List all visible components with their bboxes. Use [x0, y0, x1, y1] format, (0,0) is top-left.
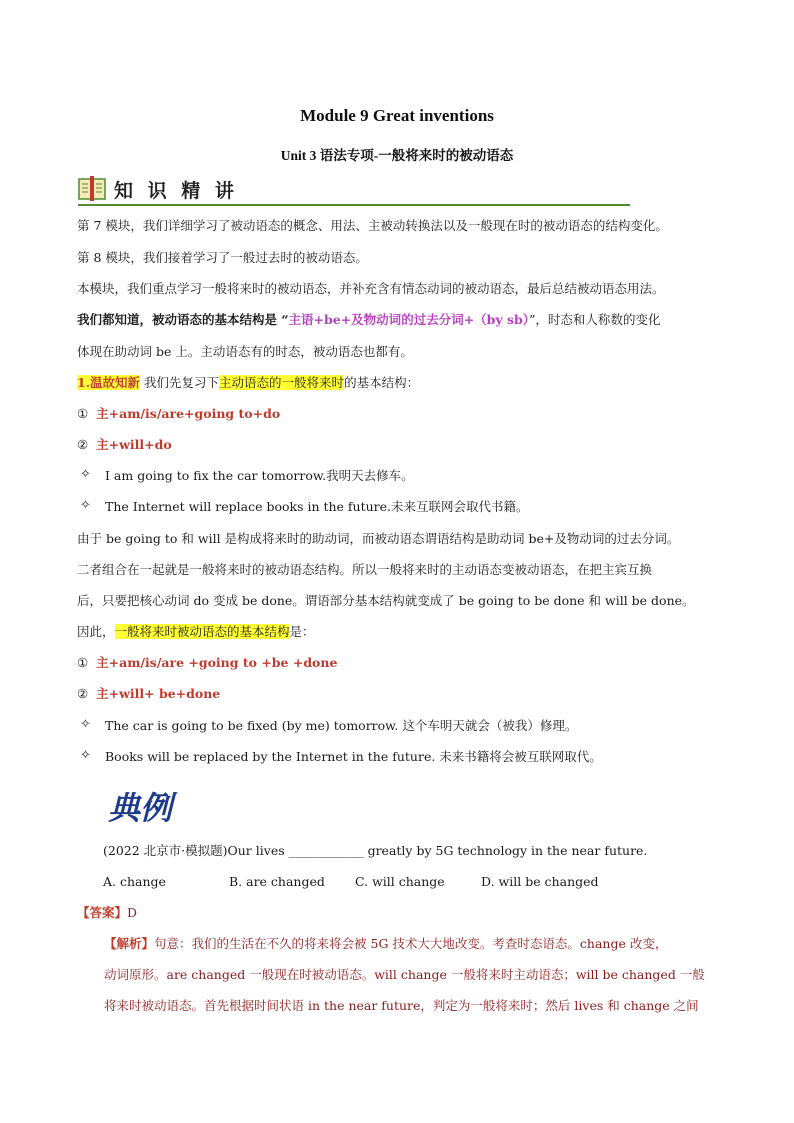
intro-paragraph-4: [77, 312, 722, 328]
analysis-text: 句意：我们的生活在不久的将来将会被 5G 技术大大地改变。考查时态语态。change 改变，: [154, 936, 668, 951]
option-b: B. are changed: [229, 874, 325, 889]
intro-paragraph-3: 本模块，我们重点学习一般将来时的被动语态，并补充含有情态动词的被动语态，最后总结被动语态用法。: [77, 281, 665, 296]
intro-paragraph-2: 第 8 模块，我们接着学习了一般过去时的被动语态。: [77, 250, 368, 265]
page-subtitle: Unit 3 语法专项-一般将来时的被动语态: [280, 148, 514, 163]
section-header: [78, 174, 630, 208]
passive-structure-formula: 主语+be+及物动词的过去分词+（by sb）: [288, 312, 530, 327]
intro-paragraph-1: 第 7 模块，我们详细学习了被动语态的概念、用法、主被动转换法以及一般现在时的被动语态的结构变化。: [77, 218, 668, 233]
circled-number-1: ①: [77, 406, 89, 421]
open-book-icon: [78, 176, 106, 202]
diamond-bullet-icon: ✧: [80, 498, 91, 513]
structure-formula: 主+am/is/are+going to+do: [96, 406, 281, 421]
answer-label: 【答案】: [77, 905, 128, 920]
structure-formula: 主+will+ be+done: [96, 686, 221, 701]
option-d: D. will be changed: [481, 874, 599, 889]
section-label: 知 识 精 讲: [114, 180, 238, 202]
passive-structure-2: [77, 686, 722, 702]
diamond-bullet-icon: ✧: [80, 748, 91, 763]
answer-line: [77, 905, 722, 921]
review-heading: [77, 375, 722, 391]
structure-formula: 主+am/is/are +going to +be +done: [96, 655, 338, 670]
active-structure-1: [77, 406, 722, 422]
analysis-line-1: [104, 936, 749, 952]
explain-highlight: 一般将来时被动语态的基本结构: [114, 624, 290, 639]
passive-structure-1: [77, 655, 722, 671]
active-structure-2: [77, 437, 722, 453]
option-c: C. will change: [355, 874, 445, 889]
circled-number-2: ②: [77, 686, 89, 701]
review-text-tail: 的基本结构：: [344, 375, 420, 390]
circled-number-1: ①: [77, 655, 89, 670]
review-number: 1.温故知新: [77, 375, 141, 390]
active-example-1: I am going to fix the car tomorrow.我明天去修车。: [105, 468, 414, 483]
analysis-line-2: 动词原形。are changed 一般现在时被动语态。will change 一般将来时主动语态；will be changed 一般: [104, 967, 705, 982]
explain-line-2: 二者组合在一起就是一般将来时的被动语态结构。所以一般将来时的主动语态变被动语态，在把主宾互换: [77, 562, 653, 577]
analysis-label: 【解析】: [104, 936, 155, 951]
diamond-bullet-icon: ✧: [80, 717, 91, 732]
page-title: Module 9 Great inventions: [300, 106, 494, 125]
answer-value: D: [127, 905, 138, 920]
example-logo: [106, 785, 186, 829]
option-a: A. change: [103, 874, 166, 889]
explain-text-tail: 是：: [289, 624, 315, 639]
explain-text: 因此，: [77, 624, 115, 639]
circled-number-2: ②: [77, 437, 89, 452]
explain-line-4: [77, 624, 722, 640]
passive-example-1: The car is going to be fixed (by me) tomorrow. 这个车明天就会（被我）修理。: [105, 718, 578, 733]
review-text: 我们先复习下: [140, 375, 220, 390]
example-question: (2022 北京市·模拟题)Our lives ____________ greatly by 5G technology in the near future.: [103, 843, 648, 858]
example-logo-text: 典例: [108, 789, 173, 827]
intro-paragraph-5: 体现在助动词 be 上。主动语态有的时态，被动语态也都有。: [77, 344, 413, 359]
explain-line-3: 后，只要把核心动词 do 变成 be done。谓语部分基本结构就变成了 be going to be done 和 will be done。: [77, 593, 695, 608]
diamond-bullet-icon: ✧: [80, 467, 91, 482]
review-highlight: 主动语态的一般将来时: [219, 375, 345, 390]
explain-line-1: 由于 be going to 和 will 是构成将来时的助动词，而被动语态谓语结构是助动词 be+及物动词的过去分词。: [77, 531, 680, 546]
section-divider: [78, 204, 630, 206]
intro-text-tail: ”，时态和人称数的变化: [529, 312, 661, 327]
active-example-2: The Internet will replace books in the future.未来互联网会取代书籍。: [105, 499, 529, 514]
intro-text: 我们都知道，被动语态的基本结构是 “: [77, 312, 289, 327]
analysis-line-3: 将来时被动语态。首先根据时间状语 in the near future，判定为一般将来时；然后 lives 和 change 之间: [104, 998, 699, 1013]
passive-example-2: Books will be replaced by the Internet in the future. 未来书籍将会被互联网取代。: [105, 749, 602, 764]
structure-formula: 主+will+do: [96, 437, 172, 452]
